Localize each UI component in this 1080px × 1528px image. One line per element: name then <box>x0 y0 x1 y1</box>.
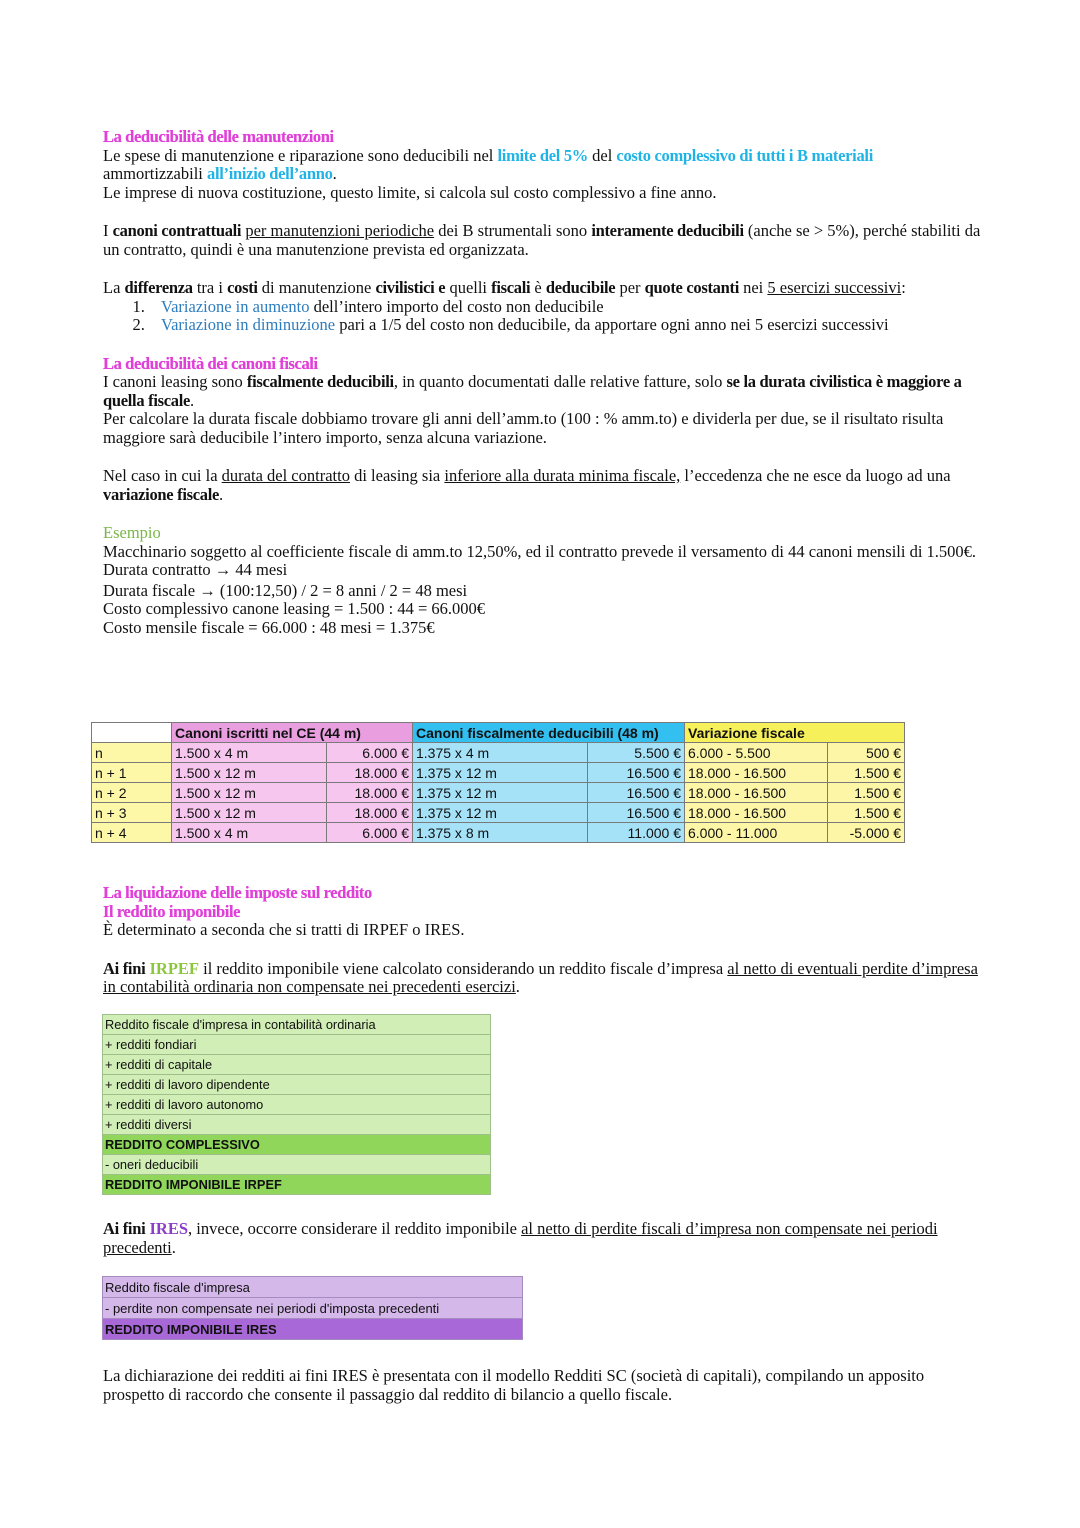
text: ammortizzabili <box>103 164 208 183</box>
cell: + redditi di capitale <box>103 1055 491 1075</box>
table-row <box>103 1015 491 1035</box>
bold-text: fiscali <box>491 278 531 297</box>
bold-text: deducibile <box>545 278 616 297</box>
text: Nel caso in cui la <box>103 466 222 485</box>
text: è <box>530 278 546 297</box>
example-line: Costo complessivo canone leasing = 1.500 : 44 = 66.000€ <box>103 599 486 618</box>
cell: REDDITO IMPONIBILE IRES <box>103 1319 523 1340</box>
text: . <box>515 977 520 996</box>
table-row <box>103 1277 523 1298</box>
paragraph-new-companies: Le imprese di nuova costituzione, questo limite, si calcola sul costo complessivo a fine anno. <box>103 182 717 202</box>
total-row <box>103 1319 523 1340</box>
table-row <box>103 1075 491 1095</box>
cell: + redditi diversi <box>103 1115 491 1135</box>
cell: + redditi fondiari <box>103 1035 491 1055</box>
total-row <box>103 1175 491 1195</box>
ires-table <box>102 1276 523 1340</box>
text: di leasing sia <box>349 466 445 485</box>
bold-text: interamente deducibili <box>591 221 744 240</box>
paragraph-irpef-ires: È determinato a seconda che si tratti di IRPEF o IRES. <box>103 920 465 939</box>
year-cell: n + 4 <box>92 823 172 843</box>
document-page <box>103 128 983 637</box>
bold-text: fiscalmente deducibili <box>246 372 394 391</box>
table-row <box>92 783 905 803</box>
header-canoni-ce: Canoni iscritti nel CE (44 m) <box>172 723 413 743</box>
ires-tag: IRES <box>149 1219 189 1238</box>
text: dei B strumentali sono <box>434 221 592 240</box>
paragraph-leasing-deducibili <box>103 373 983 410</box>
cell: 18.000 € <box>327 803 413 823</box>
paragraph-differenza <box>103 279 983 298</box>
table-row <box>103 1035 491 1055</box>
text: : <box>901 278 906 297</box>
year-cell: n + 2 <box>92 783 172 803</box>
variation-list <box>103 298 983 335</box>
irpef-tag: IRPEF <box>149 958 199 978</box>
cell: Reddito fiscale d'impresa in contabilità ordinaria <box>103 1015 491 1035</box>
example-label: Esempio <box>103 523 161 542</box>
underlined-text: durata del contratto <box>221 466 350 485</box>
paragraph-eccedenza <box>103 467 983 504</box>
cell: 500 € <box>828 743 905 763</box>
cell: Reddito fiscale d'impresa <box>103 1277 523 1298</box>
text: . <box>332 164 337 183</box>
header-canoni-deducibili: Canoni fiscalmente deducibili (48 m) <box>413 723 685 743</box>
table-row <box>103 1155 491 1175</box>
underlined-text: al netto di eventuali perdite d’impresa in contabilità ordinaria non compensate nei precedenti esercizi <box>103 958 978 996</box>
cell: REDDITO IMPONIBILE IRPEF <box>103 1175 491 1195</box>
cell: 18.000 € <box>327 763 413 783</box>
table-row <box>92 743 905 763</box>
paragraph-canoni-contrattuali <box>103 222 983 259</box>
cell: 6.000 - 11.000 <box>685 823 828 843</box>
text: . <box>190 390 195 410</box>
year-cell: n + 1 <box>92 763 172 783</box>
text: , in quanto documentati dalle relative fatture, solo <box>393 372 727 391</box>
cell: 5.500 € <box>588 743 685 763</box>
imposte-section <box>103 884 983 997</box>
table-row <box>92 823 905 843</box>
cell: 18.000 - 16.500 <box>685 803 828 823</box>
example-line: Durata contratto → 44 mesi <box>103 560 288 579</box>
bold-text: se la durata civilistica è maggiore a quella fiscale <box>103 372 962 410</box>
bold-text: Ai fini <box>103 958 146 978</box>
text: La <box>103 278 125 297</box>
list-highlight: Variazione in diminuzione <box>161 315 336 334</box>
text: dell’intero importo del costo non deducibile <box>309 296 604 316</box>
table-row <box>92 803 905 823</box>
cell: 16.500 € <box>588 783 685 803</box>
text: Le spese di manutenzione e riparazione sono deducibili nel <box>103 145 498 165</box>
cell: 1.500 x 4 m <box>172 823 327 843</box>
underlined-text: per manutenzioni periodiche <box>245 221 435 240</box>
header-blank <box>92 723 172 743</box>
cell: 1.500 x 12 m <box>172 783 327 803</box>
cell: 1.375 x 4 m <box>413 743 588 763</box>
text: . <box>219 484 224 504</box>
bold-text: differenza <box>124 278 193 297</box>
text: tra i <box>192 278 228 297</box>
list-item <box>149 316 983 335</box>
bold-text: Ai fini <box>103 1219 146 1238</box>
bold-text: costi <box>227 278 258 297</box>
cell: 11.000 € <box>588 823 685 843</box>
cell: 1.500 x 12 m <box>172 763 327 783</box>
example-line: Costo mensile fiscale = 66.000 : 48 mesi = 1.375€ <box>103 617 435 637</box>
highlight-start-year: all’inizio dell’anno <box>207 164 333 183</box>
bold-text: civilistici e <box>375 278 446 297</box>
table-row <box>103 1095 491 1115</box>
list-item <box>149 298 983 317</box>
table-row <box>103 1298 523 1319</box>
text: l’eccedenza che ne esce da luogo ad una <box>680 466 951 485</box>
cell: 16.500 € <box>588 763 685 783</box>
text: nei <box>738 278 768 297</box>
cell: 1.500 x 12 m <box>172 803 327 823</box>
cell: 18.000 - 16.500 <box>685 763 828 783</box>
leasing-table <box>91 722 905 843</box>
cell: 1.500 € <box>828 803 905 823</box>
cell: 1.500 € <box>828 783 905 803</box>
cell: 6.000 € <box>327 823 413 843</box>
table-header-row <box>92 723 905 743</box>
paragraph-ires <box>103 1220 983 1257</box>
paragraph-dichiarazione: La dichiarazione dei redditi ai fini IRES è presentata con il modello Redditi SC (società di capitali), compilando un apposito prospetto di raccordo che consente il passaggio dal reddito di bilancio a quello fiscale. <box>103 1366 925 1404</box>
ires-section <box>103 1220 983 1257</box>
irpef-table <box>102 1014 491 1195</box>
paragraph-manutenzioni-limit <box>103 147 983 184</box>
section-title-imposte: La liquidazione delle imposte sul reddito <box>103 883 372 902</box>
cell: 6.000 € <box>327 743 413 763</box>
bold-text: canoni contrattuali <box>112 221 242 240</box>
cell: REDDITO COMPLESSIVO <box>103 1135 491 1155</box>
cell: 18.000 € <box>327 783 413 803</box>
list-highlight: Variazione in aumento <box>161 296 310 316</box>
table-row <box>103 1055 491 1075</box>
section-subtitle-reddito: Il reddito imponibile <box>103 901 241 921</box>
paragraph-irpef <box>103 960 983 997</box>
example-line: Macchinario soggetto al coefficiente fiscale di amm.to 12,50%, ed il contratto prevede il versamento di 44 canoni mensili di 1.500€. <box>103 541 977 561</box>
bold-text: variazione fiscale <box>103 484 220 504</box>
text: (anche se > 5%), perché stabiliti da un contratto, quindi è una manutenzione prevista ed organizzata. <box>103 221 981 259</box>
cell: 1.375 x 12 m <box>413 763 588 783</box>
year-cell: n <box>92 743 172 763</box>
text: quelli <box>445 278 492 297</box>
underlined-text: al netto di perdite fiscali d’impresa non compensate nei periodi precedenti <box>103 1219 938 1257</box>
cell: + redditi di lavoro autonomo <box>103 1095 491 1115</box>
cell: 1.375 x 12 m <box>413 803 588 823</box>
text: per <box>615 278 645 297</box>
cell: 6.000 - 5.500 <box>685 743 828 763</box>
paragraph-durata-fiscale: Per calcolare la durata fiscale dobbiamo trovare gli anni dell’amm.to (100 : % amm.to) e dividerla per due, se il risultato risulta maggiore sarà deducibile l’intero importo, senza alcuna variazione. <box>103 409 944 447</box>
highlight-limit: limite del 5% <box>497 145 588 165</box>
example-line: Durata fiscale → (100:12,50) / 2 = 8 anni / 2 = 48 mesi <box>103 580 468 600</box>
text: I canoni leasing sono <box>103 372 247 391</box>
final-section <box>103 1367 983 1404</box>
text: pari a 1/5 del costo non deducibile, da apportare ogni anno nei 5 esercizi successivi <box>335 315 889 334</box>
total-row <box>103 1135 491 1155</box>
text: , invece, occorre considerare il reddito imponibile <box>188 1219 522 1238</box>
cell: 1.500 x 4 m <box>172 743 327 763</box>
text: . <box>171 1237 176 1257</box>
table-row <box>92 763 905 783</box>
cell: 18.000 - 16.500 <box>685 783 828 803</box>
text: di manutenzione <box>257 278 376 297</box>
bold-text: quote costanti <box>644 278 739 297</box>
cell: + redditi di lavoro dipendente <box>103 1075 491 1095</box>
table-row <box>103 1115 491 1135</box>
cell: -5.000 € <box>828 823 905 843</box>
underlined-text: inferiore alla durata minima fiscale, <box>444 466 681 485</box>
cell: 16.500 € <box>588 803 685 823</box>
cell: - perdite non compensate nei periodi d'imposta precedenti <box>103 1298 523 1319</box>
section-title-manutenzioni: La deducibilità delle manutenzioni <box>103 127 334 146</box>
text: I <box>103 221 113 240</box>
text: il reddito imponibile viene calcolato considerando un reddito fiscale d’impresa <box>199 958 728 978</box>
cell: 1.375 x 12 m <box>413 783 588 803</box>
year-cell: n + 3 <box>92 803 172 823</box>
highlight-cost: costo complessivo di tutti i B materiali <box>616 145 873 165</box>
underlined-text: 5 esercizi successivi <box>767 278 902 297</box>
text: del <box>588 145 617 165</box>
cell: 1.500 € <box>828 763 905 783</box>
header-variazione: Variazione fiscale <box>685 723 905 743</box>
cell: 1.375 x 8 m <box>413 823 588 843</box>
cell: - oneri deducibili <box>103 1155 491 1175</box>
section-title-canoni: La deducibilità dei canoni fiscali <box>103 353 318 373</box>
